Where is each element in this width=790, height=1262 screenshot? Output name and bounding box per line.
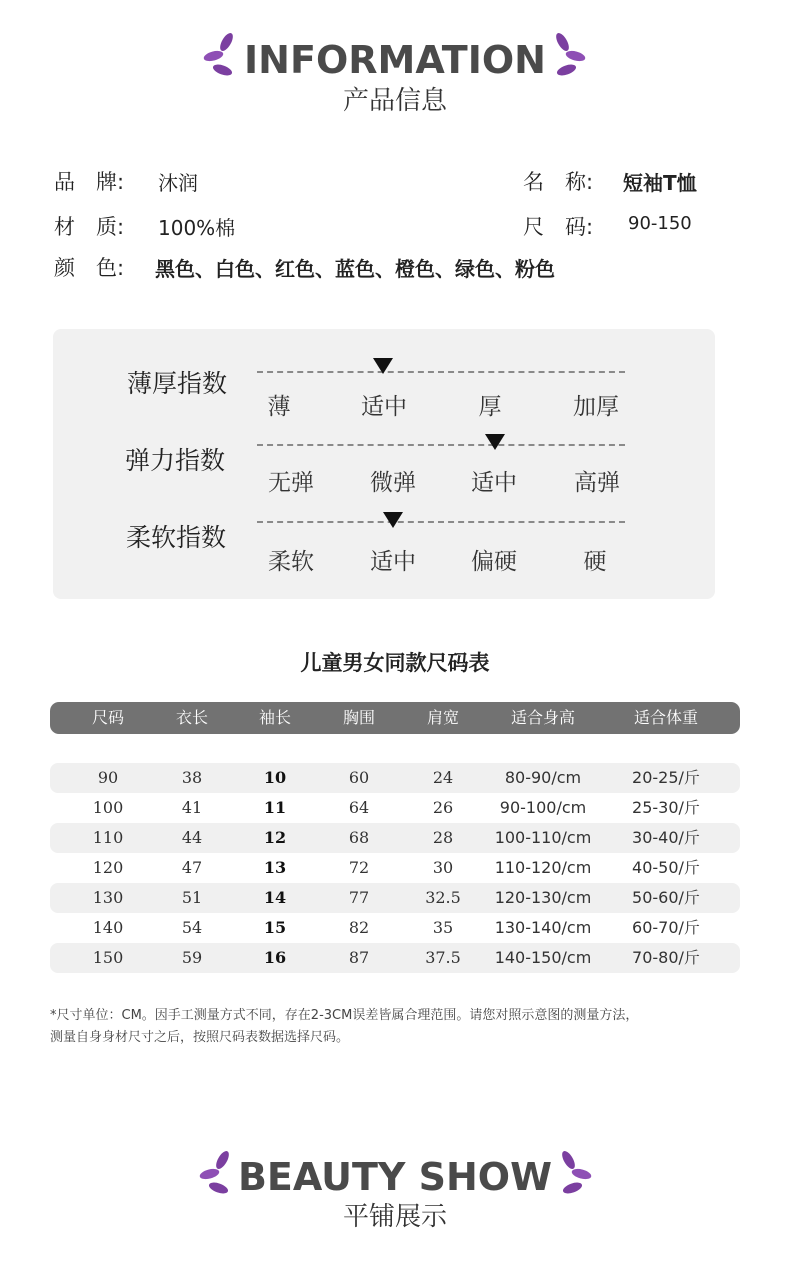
size-value: 90-150 [628,213,692,234]
table-cell: 40-50/斤 [632,858,700,877]
table-cell: 44 [181,828,203,847]
table-cell: 20-25/斤 [632,768,700,787]
column-header: 尺码 [91,708,124,727]
table-cell: 100 [92,798,124,817]
size-label: 尺 码: [523,215,594,239]
table-row [50,763,740,793]
index-option-selected: 适中 [471,470,517,496]
table-cell: 82 [348,918,370,937]
selected-marker-icon [485,434,505,450]
beauty-subtitle: 平铺展示 [342,1202,447,1232]
index-option: 薄 [267,394,291,420]
index-option: 高弹 [574,470,620,496]
table-cell: 54 [181,918,203,937]
table-cell: 25-30/斤 [632,798,700,817]
table-cell: 90 [97,768,119,787]
table-cell: 72 [348,858,370,877]
table-row [50,943,740,973]
table-cell: 15 [263,918,287,937]
index-option: 偏硬 [471,549,517,575]
name-label: 名 称: [523,170,594,194]
info-title: INFORMATION [244,38,546,82]
table-cell: 130 [92,888,124,907]
index-scale-line [257,444,625,446]
size-table-header [50,702,740,734]
table-cell: 68 [348,828,370,847]
material-value: 100%棉 [158,216,236,240]
table-cell: 80-90/cm [504,768,582,787]
index-option-selected: 适中 [361,394,407,420]
selected-marker-icon [373,358,393,374]
table-cell: 64 [348,798,370,817]
column-header: 胸围 [342,708,375,727]
table-cell: 140 [92,918,124,937]
table-cell: 70-80/斤 [632,948,700,967]
table-cell: 13 [263,858,287,877]
index-option: 硬 [583,549,607,575]
table-cell: 110-120/cm [494,858,592,877]
brand-label: 品 牌: [54,170,125,194]
table-cell: 59 [181,948,203,967]
table-cell: 41 [181,798,203,817]
table-cell: 50-60/斤 [632,888,700,907]
info-subtitle: 产品信息 [342,86,447,116]
table-cell: 130-140/cm [494,918,592,937]
table-cell: 120-130/cm [494,888,592,907]
beauty-title: BEAUTY SHOW [237,1155,553,1199]
table-cell: 60-70/斤 [632,918,700,937]
table-cell: 30 [432,858,454,877]
column-header: 衣长 [175,708,208,727]
material-label: 材 质: [54,215,125,239]
index-label: 薄厚指数 [127,369,228,398]
table-cell: 47 [181,858,203,877]
table-cell: 10 [263,768,287,787]
table-cell: 110 [92,828,124,847]
column-header: 适合体重 [633,708,698,727]
table-cell: 28 [432,828,454,847]
index-option: 无弹 [268,470,314,496]
column-header: 肩宽 [426,708,459,727]
table-cell: 51 [181,888,203,907]
selected-marker-icon [383,512,403,528]
index-option: 柔软 [268,549,314,575]
table-cell: 37.5 [425,948,461,967]
table-row [50,793,740,823]
table-row [50,823,740,853]
table-cell: 140-150/cm [494,948,592,967]
table-cell: 60 [348,768,370,787]
table-cell: 87 [348,948,370,967]
table-cell: 16 [263,948,287,967]
table-row [50,883,740,913]
table-cell: 30-40/斤 [632,828,700,847]
size-note-line: *尺寸单位：CM。因手工测量方式不同，存在2-3CM误差皆属合理范围。请您对照示意图的测量方法， [50,1008,639,1023]
table-row [50,853,740,883]
color-value: 黑色、白色、红色、蓝色、橙色、绿色、粉色 [155,257,555,281]
table-cell: 26 [432,798,454,817]
name-value: 短袖T恤 [623,171,697,195]
table-cell: 32.5 [425,888,461,907]
table-cell: 24 [432,768,454,787]
table-cell: 150 [92,948,124,967]
table-cell: 12 [263,828,287,847]
color-label: 颜 色: [54,256,125,280]
table-cell: 14 [263,888,287,907]
column-header: 袖长 [258,708,291,727]
table-cell: 120 [92,858,124,877]
index-label: 弹力指数 [125,446,226,475]
table-cell: 35 [432,918,454,937]
index-label: 柔软指数 [126,523,227,552]
column-header: 适合身高 [510,708,575,727]
table-cell: 11 [263,798,287,817]
table-cell: 38 [181,768,203,787]
index-option: 微弹 [370,470,416,496]
table-cell: 77 [348,888,370,907]
index-option: 加厚 [573,394,619,420]
index-scale-line [257,371,625,373]
size-table-title: 儿童男女同款尺码表 [300,651,490,675]
table-cell: 100-110/cm [494,828,592,847]
index-option: 厚 [478,394,502,420]
table-cell: 90-100/cm [499,798,587,817]
table-row [50,913,740,943]
size-note-line: 测量自身身材尺寸之后，按照尺码表数据选择尺码。 [50,1030,350,1045]
index-option-selected: 适中 [370,549,416,575]
brand-value: 沐润 [158,171,198,195]
index-scale-line [257,521,625,523]
